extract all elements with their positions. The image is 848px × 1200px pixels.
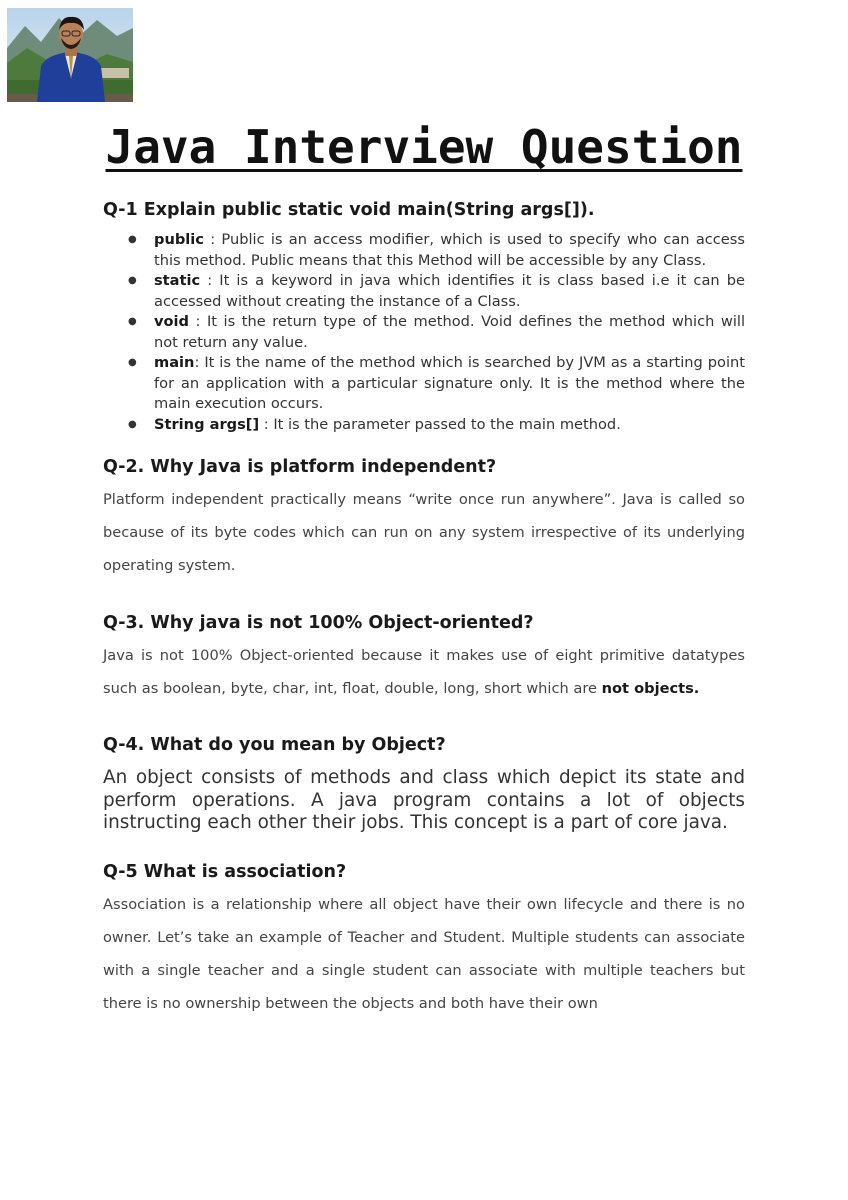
question-3-answer: Java is not 100% Object-oriented because it makes use of eight primitive datatypes such as boolean, byte, char, int, float, double, long, short which are not objects.: [103, 647, 745, 697]
question-1-bullet-list: [103, 230, 745, 435]
question-3-section: [103, 613, 745, 705]
page-title: Java Interview Question: [105, 120, 743, 174]
question-4-heading: Q-4. What do you mean by Object?: [103, 735, 446, 755]
bullet-item-string-args: ● String args[] : It is the parameter passed to the main method.: [103, 415, 745, 436]
bullet-item-public: ● public : Public is an access modifier, which is used to specify who can access this method. Public means that this Method will be accessible by any Class.: [103, 230, 745, 271]
question-5-answer: Association is a relationship where all object have their own lifecycle and there is no owner. Let’s take an example of Teacher and Student. Multiple students can associate with a single teacher and a single student can associate with multiple teachers but there is no ownership between the objects and both have their own: [103, 896, 745, 1012]
bullet-item-void: ● void : It is the return type of the method. Void defines the method which will not return any value.: [103, 312, 745, 353]
question-4-answer: An object consists of methods and class which depict its state and perform operations. A java program contains a lot of objects instructing each other their jobs. This concept is a part of core java.: [103, 767, 745, 834]
bullet-item-main: ● main: It is the name of the method which is searched by JVM as a starting point for an application with a particular signature only. It is the method where the main execution occurs.: [103, 353, 745, 415]
author-portrait-illustration: [7, 8, 133, 102]
question-1-section: [103, 200, 745, 435]
question-2-answer: Platform independent practically means “write once run anywhere”. Java is called so because of its byte codes which can run on any system irrespective of its underlying operating system.: [103, 491, 745, 574]
question-4-section: [103, 735, 745, 835]
question-1-heading: Q-1 Explain public static void main(String args[]).: [103, 200, 595, 220]
question-3-heading: Q-3. Why java is not 100% Object-oriented?: [103, 613, 534, 633]
bullet-item-static: ● static : It is a keyword in java which identifies it is class based i.e it can be accessed without creating the instance of a Class.: [103, 271, 745, 312]
question-5-section: [103, 862, 745, 1020]
question-2-heading: Q-2. Why Java is platform independent?: [103, 457, 497, 477]
question-5-heading: Q-5 What is association?: [103, 862, 347, 882]
author-photo: [7, 8, 133, 102]
question-2-section: [103, 457, 745, 582]
